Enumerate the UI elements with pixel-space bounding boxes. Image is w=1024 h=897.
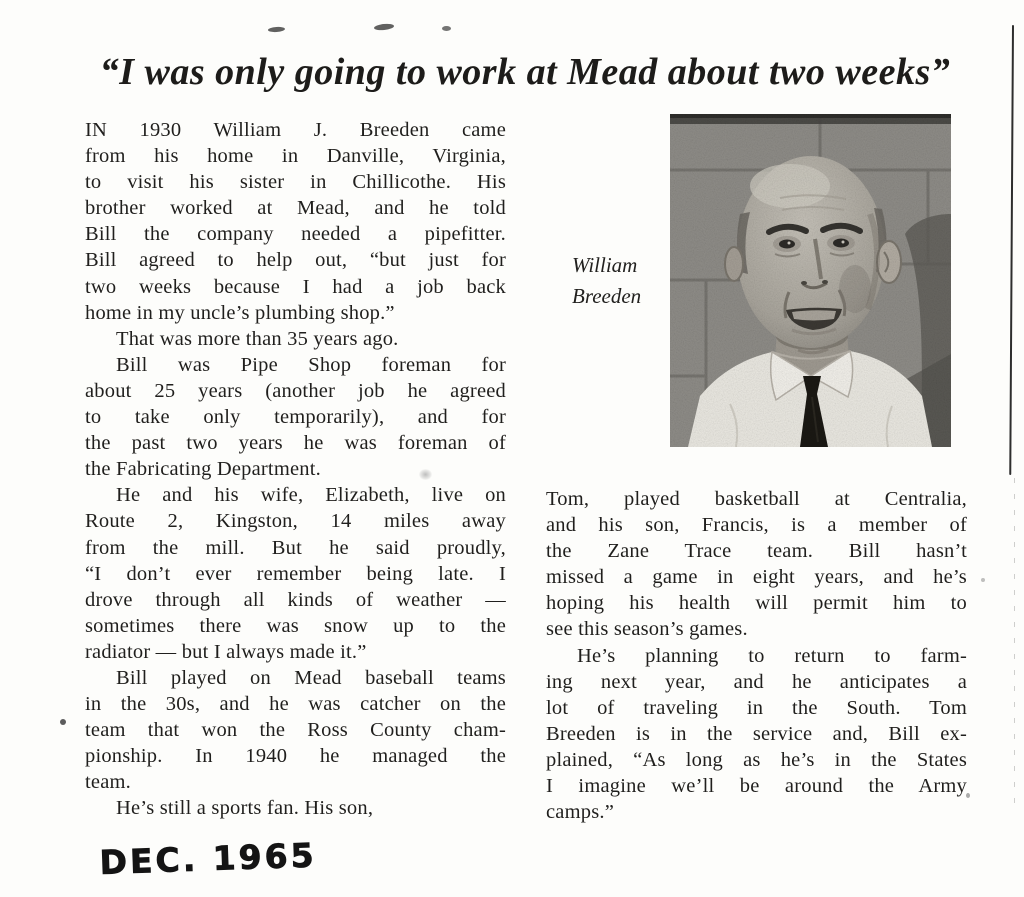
text-line: That was more than 35 years ago. (116, 327, 399, 350)
text-line: Bill the company needed a pipefitter. (85, 223, 506, 246)
paragraph (85, 795, 506, 821)
handwritten-date (92, 826, 342, 894)
text-line: and his son, Francis, is a member of (546, 514, 967, 537)
text-line: plained, “As long as he’s in the States (546, 748, 967, 771)
text-line: to take only temporarily), and for (85, 406, 506, 429)
text-line: lot of traveling in the South. Tom (546, 696, 967, 719)
text-line: He’s planning to return to farm- (577, 644, 967, 667)
right-column (546, 486, 967, 825)
text-line: the past two years he was foreman of (85, 432, 506, 455)
text-line: camps.” (546, 801, 614, 824)
scan-dot (60, 719, 66, 725)
paragraph (85, 117, 506, 326)
paragraph (85, 326, 506, 352)
text-line: Bill agreed to help out, “but just for (85, 249, 506, 272)
text-line: to visit his sister in Chillicothe. His (85, 171, 506, 194)
text-line: I imagine we’ll be around the Army (546, 775, 967, 798)
paragraph (85, 665, 506, 795)
scan-mark (268, 26, 285, 32)
text-line: brother worked at Mead, and he told (85, 197, 506, 220)
text-line: team that won the Ross County cham- (85, 719, 506, 742)
paragraph (85, 482, 506, 665)
scan-smudge (419, 469, 432, 480)
photo-caption-line1: William (572, 253, 638, 277)
text-line: in the 30s, and he was catcher on the (85, 693, 506, 716)
text-line: two weeks because I had a job back (85, 275, 506, 298)
portrait-photo-art (670, 114, 951, 447)
text-line: Breeden is in the service and, Bill ex- (546, 722, 967, 745)
text-line: the Zane Trace team. Bill hasn’t (546, 540, 967, 563)
text-line: from his home in Danville, Virginia, (85, 145, 506, 168)
text-line: hoping his health will permit him to (546, 592, 967, 615)
scan-mark (442, 26, 451, 31)
text-line: “I don’t ever remember being late. I (85, 562, 506, 585)
text-line: He’s still a sports fan. His son, (116, 797, 374, 820)
scan-dot (981, 578, 985, 582)
text-line: see this season’s games. (546, 618, 748, 641)
text-line: drove through all kinds of weather — (85, 588, 506, 611)
text-line: the Fabricating Department. (85, 458, 321, 481)
text-line: team. (85, 771, 131, 794)
text-line: home in my uncle’s plumbing shop.” (85, 301, 395, 324)
photo-caption-line2: Breeden (572, 284, 642, 308)
text-line: from the mill. But he said proudly, (85, 536, 506, 559)
text-line: missed a game in eight years, and he’s (546, 566, 967, 589)
text-line: pionship. In 1940 he managed the (85, 745, 506, 768)
text-line: Bill played on Mead baseball teams (116, 666, 506, 689)
paragraph (85, 352, 506, 482)
text-line: ing next year, and he anticipates a (546, 670, 967, 693)
scan-dot (966, 793, 970, 798)
portrait-photo (670, 114, 951, 447)
text-line: Bill was Pipe Shop foreman for (116, 353, 506, 376)
handwritten-date-text: DEC. 1965 (98, 835, 318, 882)
paragraph (546, 486, 967, 643)
scan-line-artifact-faint (1014, 478, 1015, 808)
text-line: IN 1930 William J. Breeden came (85, 119, 506, 141)
text-line: radiator — but I always made it.” (85, 640, 367, 663)
scan-line-artifact (1009, 25, 1014, 475)
text-line: sometimes there was snow up to the (85, 614, 506, 637)
text-line: He and his wife, Elizabeth, live on (116, 484, 506, 507)
paragraph (546, 643, 967, 826)
text-line: Tom, played basketball at Centralia, (546, 488, 967, 510)
scan-mark (374, 23, 395, 31)
text-line: Route 2, Kingston, 14 miles away (85, 510, 506, 533)
left-column (85, 117, 506, 822)
headline: “I was only going to work at Mead about two weeks” (99, 51, 951, 93)
text-line: about 25 years (another job he agreed (85, 379, 506, 402)
